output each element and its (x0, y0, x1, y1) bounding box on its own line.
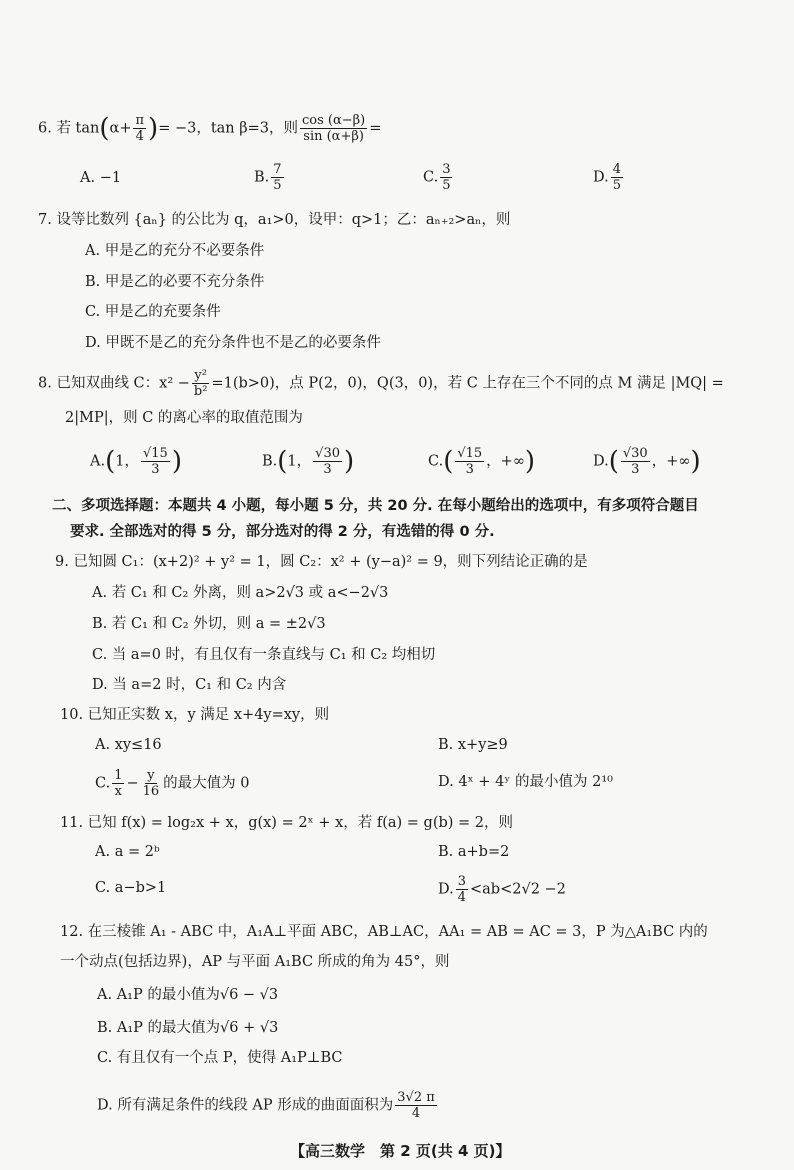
q9-option-a: A. 若 C₁ 和 C₂ 外离，则 a>2√3 或 a<−2√3 (92, 585, 389, 601)
q7-option-d: D. 甲既不是乙的充分条件也不是乙的必要条件 (85, 335, 381, 351)
q12-option-d: D. 所有满足条件的线段 AP 形成的曲面面积为 $\frac{3√2 \pi}{4}$ (97, 1090, 435, 1121)
q9-stem: 9. 已知圆 C₁：(x+2)² + y² = 1，圆 C₂：x² + (y−a)² = 9，则下列结论正确的是 (55, 554, 588, 570)
q7-option-c: C. 甲是乙的充要条件 (85, 304, 221, 320)
q6-option-d: D. $\frac{4}{5}$ (593, 162, 621, 193)
q10-stem: 10. 已知正实数 x，y 满足 x+4y=xy，则 (60, 707, 330, 723)
q6-pi-fraction: $\frac{\pi}{4}$ (135, 113, 145, 144)
q10-option-c: C. $\frac{1}{x}$ − $\frac{y}{16}$ 的最大值为 0 (95, 768, 250, 799)
q6-option-c: C. $\frac{3}{5}$ (423, 162, 451, 193)
q6-stem: 6. 若 tan(α+ $\frac{\pi}{4}$ )= −3，tan β=3，则 $\frac{\cos (\alpha-\beta)}{\sin (\alpha+\beta)}$ = (38, 113, 382, 144)
section2-heading-line1: 二、多项选择题：本题共 4 小题，每小题 5 分，共 20 分. 在每小题给出的选项中，有多项符合题目 (52, 498, 699, 514)
q11-option-c: C. a−b>1 (95, 880, 167, 896)
q7-stem: 7. 设等比数列 {aₙ} 的公比为 q，a₁>0，设甲：q>1；乙：aₙ₊₂>aₙ，则 (38, 212, 511, 228)
q6-option-b: B. $\frac{7}{5}$ (254, 162, 282, 193)
q10-option-a: A. xy≤16 (95, 737, 162, 753)
q8-option-b: B.(1， $\frac{√30}{3}$ ) (262, 446, 355, 477)
q11-option-d: D. $\frac{3}{4}$ <ab<2√2 −2 (438, 874, 566, 905)
q12-stem-line2: 一个动点(包括边界)，AP 与平面 A₁BC 所成的角为 45°，则 (60, 954, 450, 970)
q10-option-b: B. x+y≥9 (438, 737, 508, 753)
q6-option-a: A. −1 (80, 170, 122, 186)
q9-option-c: C. 当 a=0 时，有且仅有一条直线与 C₁ 和 C₂ 均相切 (92, 647, 436, 663)
q8-option-d: D.( $\frac{√30}{3}$ ，+∞) (593, 446, 701, 477)
q12-option-b: B. A₁P 的最大值为√6 + √3 (97, 1020, 279, 1036)
q11-stem: 11. 已知 f(x) = log₂x + x，g(x) = 2ˣ + x，若 f(a) = g(b) = 2，则 (60, 815, 514, 831)
q7-option-b: B. 甲是乙的必要不充分条件 (85, 274, 265, 290)
q8-option-c: C.( $\frac{√15}{3}$ ，+∞) (428, 446, 536, 477)
q8-option-a: A.(1， $\frac{√15}{3}$ ) (90, 446, 182, 477)
q10-option-d: D. 4ˣ + 4ʸ 的最小值为 2¹⁰ (438, 774, 613, 790)
q9-option-d: D. 当 a=2 时，C₁ 和 C₂ 内含 (92, 677, 287, 693)
q9-option-b: B. 若 C₁ 和 C₂ 外切，则 a = ±2√3 (92, 616, 326, 632)
page-footer: 【高三数学 第 2 页(共 4 页)】 (290, 1142, 511, 1160)
q12-stem-line1: 12. 在三棱锥 A₁ - ABC 中，A₁A⊥平面 ABC，AB⊥AC，AA₁ = AB = AC = 3，P 为△A₁BC 内的 (60, 924, 708, 940)
q12-option-a: A. A₁P 的最小值为√6 − √3 (97, 987, 279, 1003)
q6-main-fraction: $\frac{\cos (\alpha-\beta)}{\sin (\alpha+\beta)}$ (302, 113, 366, 144)
q8-stem-line2: 2|MP|，则 C 的离心率的取值范围为 (65, 410, 303, 426)
section2-heading-line2: 要求. 全部选对的得 5 分，部分选对的得 2 分，有选错的得 0 分. (70, 524, 495, 540)
q12-option-c: C. 有且仅有一个点 P，使得 A₁P⊥BC (97, 1050, 343, 1066)
q7-option-a: A. 甲是乙的充分不必要条件 (85, 243, 265, 259)
q8-stem-line1: 8. 已知双曲线 C：x² − $\frac{\text{y²}}{\text{b²}}$ =1(b>0)，点 P(2，0)，Q(3，0)，若 C 上存在三个不同的点 M 满足 |MQ| = (38, 368, 724, 399)
q11-option-a: A. a = 2ᵇ (95, 844, 160, 860)
q11-option-b: B. a+b=2 (438, 844, 510, 860)
